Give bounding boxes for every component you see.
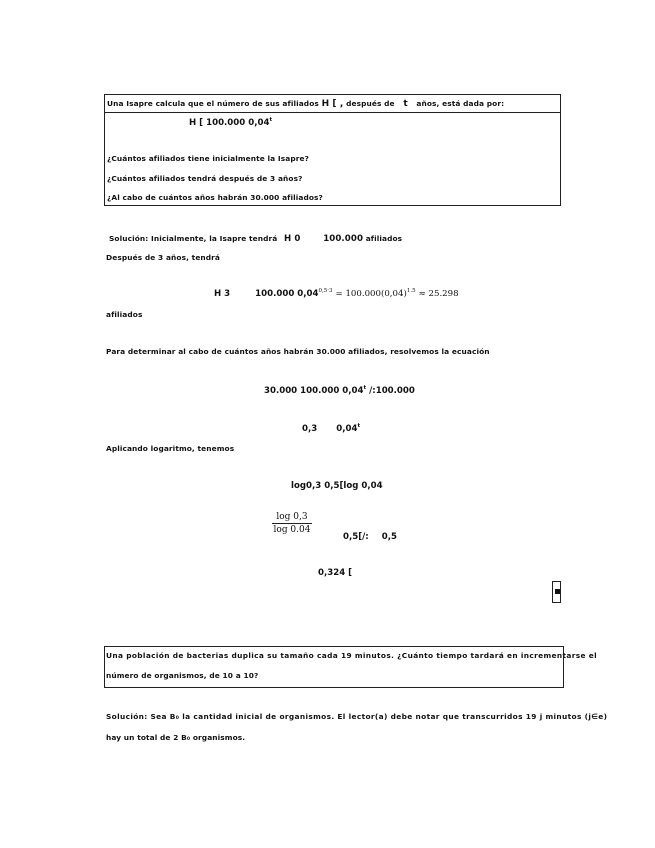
qed-fill [555, 589, 560, 594]
solution-2-line-1: Solución: Sea B₀ la cantidad inicial de organismos. El lector(a) debe notar que transcurridos 19 j minutos (j∈e) [106, 712, 608, 721]
h3-approx: ≈ 25.298 [418, 288, 459, 299]
h0-unit: afiliados [365, 234, 403, 243]
solution-1-intro [109, 234, 402, 244]
fraction-line [272, 523, 312, 524]
formula-text: H [ 100.000 0,04 [189, 117, 270, 128]
eq4-mid: 0,5[/: [343, 532, 369, 542]
log-fraction [272, 512, 312, 535]
problem-1-formula [189, 117, 272, 128]
equation-3: log0,3 0,5[log 0,04 [291, 481, 383, 491]
formula-exponent: t [269, 117, 273, 123]
statement-variable: H [ , [321, 99, 344, 109]
eq1-exponent: t [363, 385, 367, 391]
eq4-right: 0,5 [381, 532, 397, 542]
problem-1-divider [104, 112, 561, 113]
statement-time-variable: t [403, 99, 408, 109]
h3-rhs-exponent: 1.5 [406, 288, 416, 294]
solution-2-line-2: hay un total de 2 B₀ organismos. [106, 733, 246, 742]
h3-label: H 3 [214, 288, 231, 299]
equation-4 [343, 532, 397, 542]
h3-rhs: = 100.000(0,04) [335, 288, 407, 299]
eq2-left: 0,3 [302, 423, 318, 434]
solution-1-para: Para determinar al cabo de cuántos años habrán 30.000 afiliados, resolvemos la ecuación [106, 347, 490, 356]
problem-1-box [104, 94, 561, 206]
problem-2-line-2: número de organismos, de 10 a 10? [106, 671, 259, 680]
h3-value: 100.000 0,04 [255, 288, 319, 299]
h0-label: H 0 [284, 234, 301, 244]
statement-text-end: años, está dada por: [416, 99, 505, 108]
eq2-right: 0,04 [336, 423, 358, 434]
problem-2-line-1: Una población de bacterias duplica su tamaño cada 19 minutos. ¿Cuánto tiempo tardará en incrementarse el [106, 651, 597, 660]
eq1-text: 30.000 100.000 0,04 [264, 385, 364, 396]
fraction-numerator: log 0,3 [276, 512, 308, 522]
eq1-operation: /:100.000 [369, 385, 415, 396]
qed-square-icon [552, 581, 561, 603]
question-1: ¿Cuántos afiliados tiene inicialmente la Isapre? [107, 154, 309, 163]
h3-exponent: 0,5·3 [318, 288, 333, 294]
problem-1-statement [107, 99, 504, 109]
statement-text-after: después de [346, 99, 395, 108]
aplicando-label: Aplicando logaritmo, tenemos [106, 444, 235, 453]
eq2-exponent: t [357, 423, 361, 429]
afiliados-label: afiliados [106, 310, 143, 319]
equation-5: 0,324 [ [318, 568, 353, 578]
intro-text: Solución: Inicialmente, la Isapre tendrá [109, 234, 278, 243]
question-2: ¿Cuántos afiliados tendrá después de 3 años? [107, 174, 303, 183]
question-3: ¿Al cabo de cuántos años habrán 30.000 afiliados? [107, 193, 323, 202]
h0-value: 100.000 [323, 234, 364, 244]
equation-h3 [214, 288, 459, 299]
statement-text: Una Isapre calcula que el número de sus afiliados [107, 99, 319, 108]
fraction-denominator: log 0.04 [273, 525, 311, 535]
solution-1-after3: Después de 3 años, tendrá [106, 253, 221, 262]
equation-2 [302, 423, 360, 434]
equation-1 [264, 385, 415, 396]
